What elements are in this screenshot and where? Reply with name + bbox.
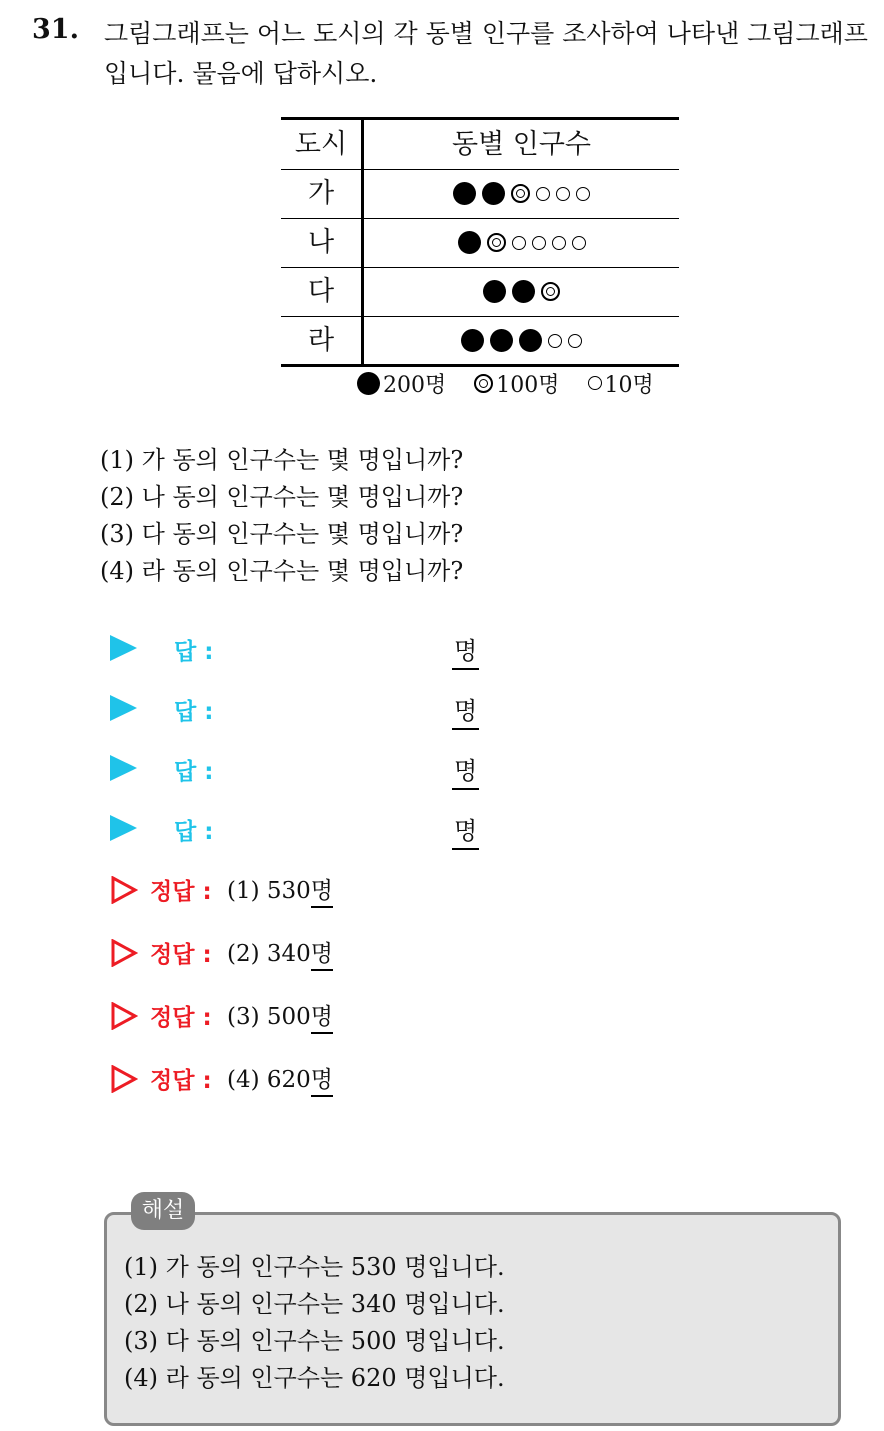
answer-blank[interactable]: 명: [452, 811, 479, 850]
answer-row: [110, 629, 510, 669]
pictograph-table: [281, 117, 679, 367]
row-label: 라: [307, 325, 335, 356]
table-row: [281, 267, 679, 317]
explanation-box: [104, 1212, 841, 1426]
row-icons: [364, 267, 679, 316]
correct-unit: 명: [311, 1067, 333, 1097]
small-circle-icon: [568, 334, 582, 348]
row-icons: [364, 218, 679, 267]
subquestion: (4) 라 동의 인구수는 몇 명입니까?: [100, 557, 464, 585]
play-arrow-icon: [110, 695, 137, 721]
answer-row: [110, 689, 510, 729]
double-circle-icon: [541, 282, 560, 301]
correct-unit: 명: [311, 1004, 333, 1034]
correct-answer-row: [110, 996, 510, 1040]
subquestion: (2) 나 동의 인구수는 몇 명입니까?: [100, 483, 464, 511]
big-circle-icon: [483, 280, 506, 303]
small-circle-icon: [532, 236, 546, 250]
correct-answer-row: [110, 1059, 510, 1103]
outline-arrow-icon: [110, 1065, 138, 1093]
answer-label: 답 :: [174, 639, 214, 665]
outline-arrow-icon: [110, 876, 138, 904]
correct-prefix: (1) 530: [227, 878, 311, 904]
explanation-line: (4) 라 동의 인구수는 620 명입니다.: [124, 1364, 505, 1392]
correct-prefix: (4) 620: [227, 1067, 311, 1093]
correct-answer-row: [110, 933, 510, 977]
double-circle-icon: [487, 233, 506, 252]
answer-label: 답 :: [174, 819, 214, 845]
big-circle-icon: [490, 329, 513, 352]
small-circle-icon: [548, 334, 562, 348]
small-circle-icon: [572, 236, 586, 250]
answer-row: [110, 809, 510, 849]
question-number: 31.: [32, 14, 79, 45]
explanation-line: (1) 가 동의 인구수는 530 명입니다.: [124, 1253, 505, 1281]
outline-arrow-icon: [110, 939, 138, 967]
correct-label: 정답 :: [150, 1005, 212, 1031]
table-row: [281, 218, 679, 268]
legend-big-label: 200명: [383, 372, 447, 398]
legend-mid: [474, 368, 559, 399]
header-population: 동별 인구수: [452, 129, 591, 160]
correct-label: 정답 :: [150, 879, 212, 905]
small-circle-icon: [536, 187, 550, 201]
answer-blank[interactable]: 명: [452, 631, 479, 670]
row-label: 나: [307, 227, 335, 258]
correct-value: [227, 1061, 333, 1094]
question-text: 그림그래프는 어느 도시의 각 동별 인구를 조사하여 나타낸 그림그래프입니다. 물음에 답하시오.: [104, 19, 868, 88]
correct-label: 정답 :: [150, 942, 212, 968]
table-header-row: [281, 120, 679, 170]
outline-arrow-icon: [110, 1002, 138, 1030]
big-circle-icon: [461, 329, 484, 352]
small-circle-icon: [576, 187, 590, 201]
pictograph-legend: [357, 368, 654, 398]
row-label: 다: [307, 276, 335, 307]
answer-blank[interactable]: 명: [452, 691, 479, 730]
small-circle-icon: [552, 236, 566, 250]
double-circle-icon: [474, 374, 493, 393]
correct-unit: 명: [311, 941, 333, 971]
big-circle-icon: [482, 182, 505, 205]
answer-blank[interactable]: 명: [452, 751, 479, 790]
row-icons: [364, 316, 679, 365]
correct-answer-row: [110, 870, 510, 914]
explanation-line: (2) 나 동의 인구수는 340 명입니다.: [124, 1290, 505, 1318]
row-label: 가: [307, 178, 335, 209]
small-circle-icon: [556, 187, 570, 201]
table-row: [281, 169, 679, 219]
legend-mid-label: 100명: [496, 372, 560, 398]
correct-prefix: (3) 500: [227, 1004, 311, 1030]
correct-value: [227, 998, 333, 1031]
header-city: 도시: [294, 129, 348, 160]
correct-unit: 명: [311, 878, 333, 908]
legend-small: [588, 368, 654, 399]
play-arrow-icon: [110, 815, 137, 841]
explanation-tab: 해설: [131, 1192, 195, 1230]
play-arrow-icon: [110, 635, 137, 661]
big-circle-icon: [519, 329, 542, 352]
correct-value: [227, 935, 333, 968]
correct-label: 정답 :: [150, 1068, 212, 1094]
answer-label: 답 :: [174, 759, 214, 785]
subquestion: (1) 가 동의 인구수는 몇 명입니까?: [100, 446, 464, 474]
correct-value: [227, 872, 333, 905]
small-circle-icon: [588, 376, 602, 390]
big-circle-icon: [458, 231, 481, 254]
double-circle-icon: [511, 184, 530, 203]
big-circle-icon: [512, 280, 535, 303]
explanation-line: (3) 다 동의 인구수는 500 명입니다.: [124, 1327, 505, 1355]
big-circle-icon: [357, 372, 380, 395]
play-arrow-icon: [110, 755, 137, 781]
big-circle-icon: [453, 182, 476, 205]
answer-row: [110, 749, 510, 789]
subquestion: (3) 다 동의 인구수는 몇 명입니까?: [100, 520, 464, 548]
table-row: [281, 316, 679, 365]
answer-label: 답 :: [174, 699, 214, 725]
legend-small-label: 10명: [604, 372, 654, 398]
legend-big: [357, 368, 446, 399]
small-circle-icon: [512, 236, 526, 250]
row-icons: [364, 169, 679, 218]
correct-prefix: (2) 340: [227, 941, 311, 967]
